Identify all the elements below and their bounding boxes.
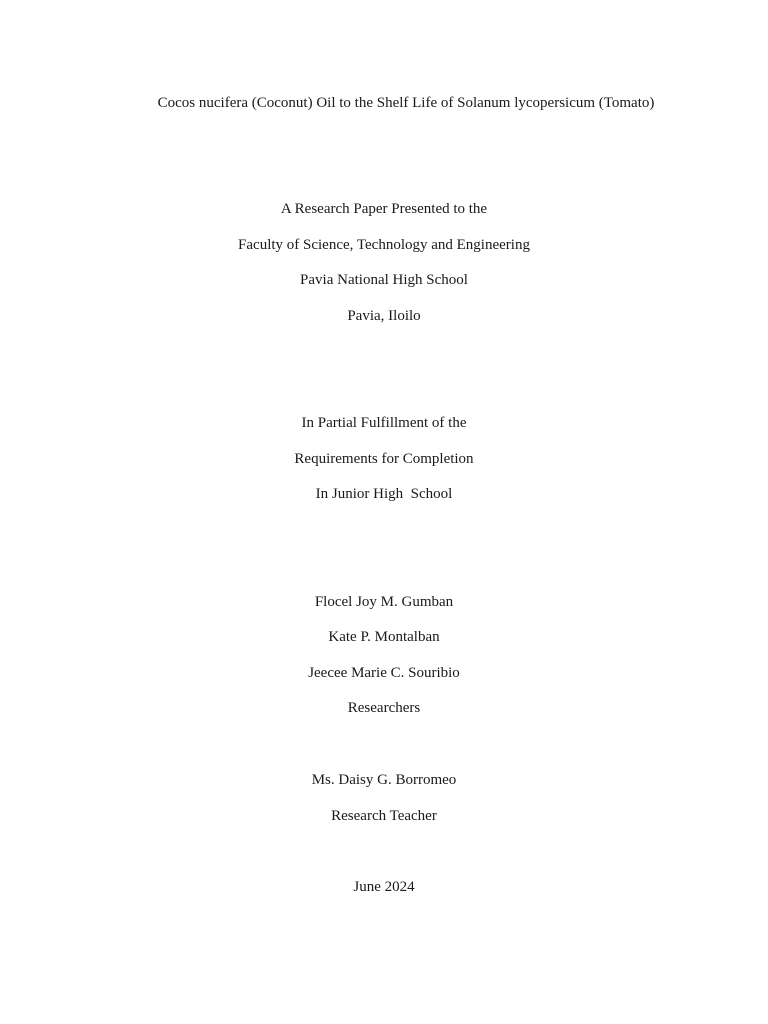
- researcher-name: Kate P. Montalban: [328, 629, 440, 645]
- date-line: June 2024: [353, 879, 415, 895]
- faculty-line: Faculty of Science, Technology and Engineering: [238, 237, 530, 253]
- paper-title: Cocos nucifera (Coconut) Oil to the Shelf Life of Solanum lycopersicum (Tomato): [157, 95, 655, 111]
- teacher-role: Research Teacher: [331, 808, 437, 824]
- requirements-line: Requirements for Completion: [294, 451, 474, 467]
- researchers-role: Researchers: [347, 700, 421, 716]
- school-line: Pavia National High School: [300, 272, 468, 288]
- researcher-name: Flocel Joy M. Gumban: [314, 594, 454, 610]
- junior-high-line: In Junior High School: [315, 486, 453, 502]
- location-line: Pavia, Iloilo: [347, 308, 421, 324]
- presented-to-line: A Research Paper Presented to the: [280, 201, 488, 217]
- researcher-name: Jeecee Marie C. Souribio: [308, 665, 460, 681]
- fulfillment-line: In Partial Fulfillment of the: [301, 415, 467, 431]
- teacher-name: Ms. Daisy G. Borromeo: [311, 772, 457, 788]
